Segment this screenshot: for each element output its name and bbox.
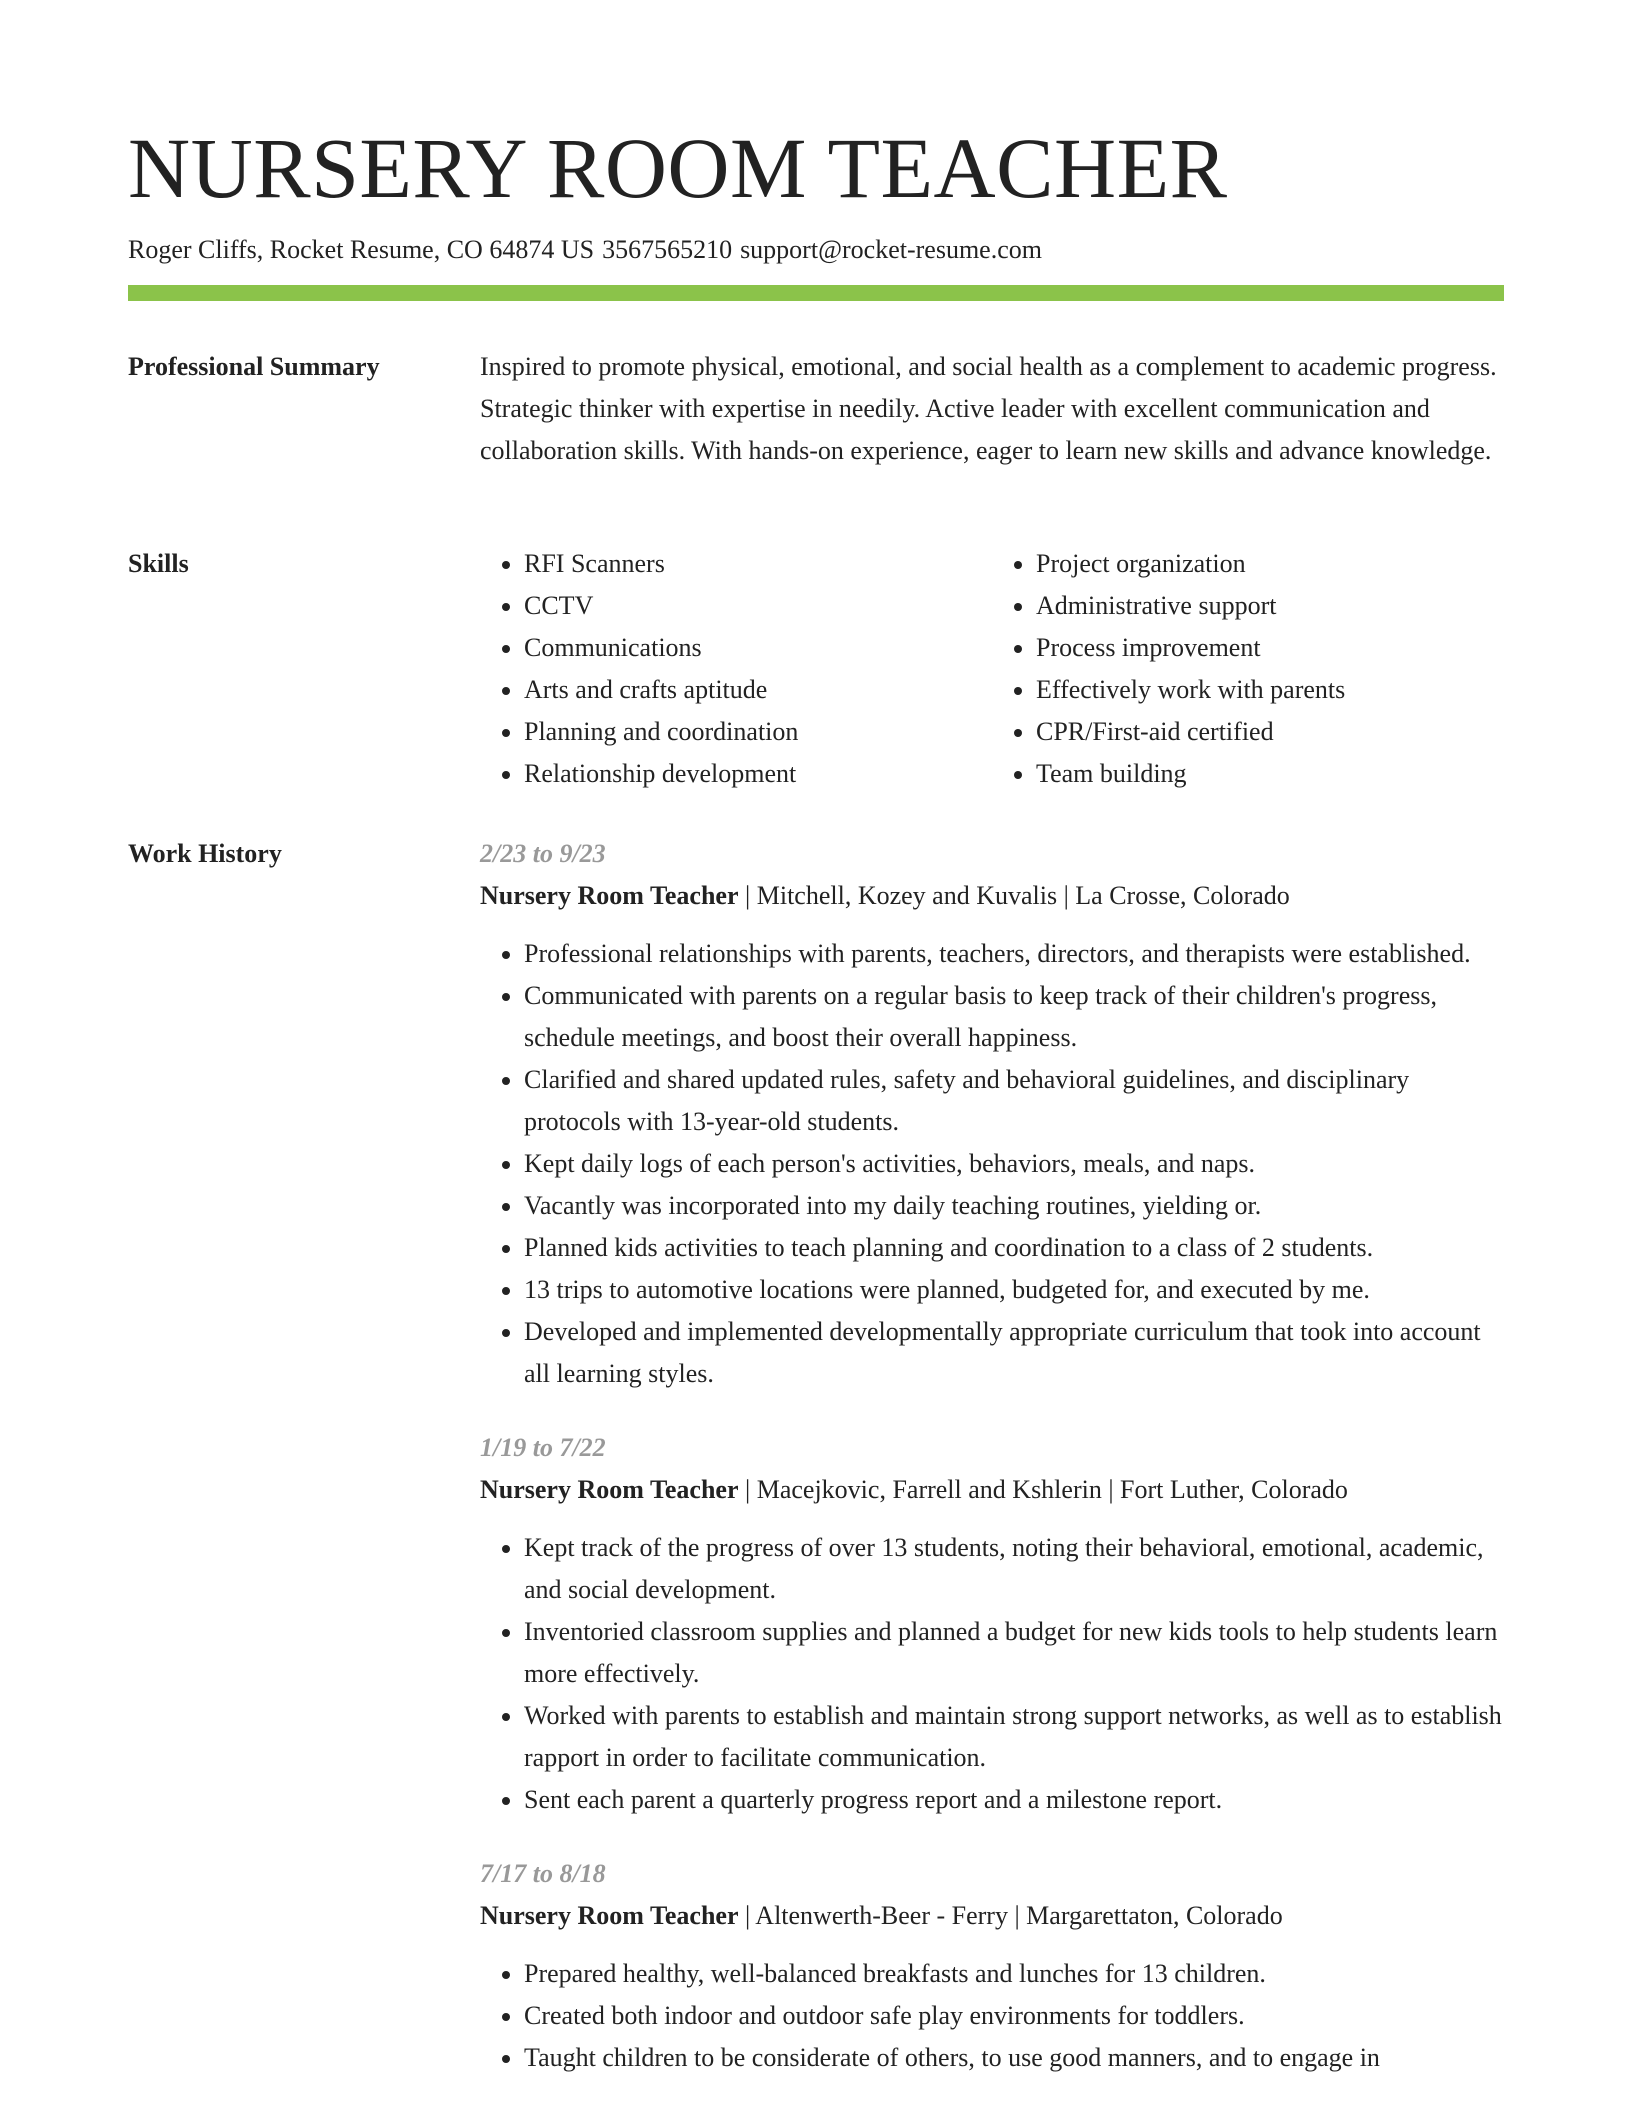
contact-email: support@rocket-resume.com (740, 235, 1042, 264)
job-bullet-list (480, 1527, 1504, 1821)
skills-list-left (480, 543, 992, 795)
job-bullet: • Communicated with parents on a regular basis to keep track of their children's progress, schedule meetings, and boost their overall happiness. (524, 975, 1504, 1059)
skill-item: • Effectively work with parents (1036, 669, 1504, 711)
summary-body (480, 346, 1504, 472)
job-dates: 2/23 to 9/23 (480, 839, 606, 868)
job-dates: 1/19 to 7/22 (480, 1433, 606, 1462)
skill-item: • Relationship development (524, 753, 992, 795)
skill-item: • Arts and crafts aptitude (524, 669, 992, 711)
job-bullet: • Developed and implemented developmentally appropriate curriculum that took into account all learning styles. (524, 1311, 1504, 1395)
job-bullet: • Clarified and shared updated rules, safety and behavioral guidelines, and disciplinary protocols with 13-year-old students. (524, 1059, 1504, 1143)
resume-name-heading: NURSERY ROOM TEACHER (128, 120, 1228, 216)
header-divider (128, 285, 1504, 301)
job-bullet: • Kept daily logs of each person's activities, behaviors, meals, and naps. (524, 1143, 1504, 1185)
job-bullet: • Sent each parent a quarterly progress report and a milestone report. (524, 1779, 1504, 1821)
skill-item: • Administrative support (1036, 585, 1504, 627)
job-bullet: • Taught children to be considerate of others, to use good manners, and to engage in (524, 2037, 1504, 2079)
skill-item: • Project organization (1036, 543, 1504, 585)
job-employer-location: | Altenwerth-Beer - Ferry | Margarettaton, Colorado (738, 1901, 1283, 1930)
skill-item: • Team building (1036, 753, 1504, 795)
job-title: Nursery Room Teacher (480, 1475, 739, 1504)
job-bullet: • Inventoried classroom supplies and planned a budget for new kids tools to help students learn more effectively. (524, 1611, 1504, 1695)
skill-item: • CCTV (524, 585, 992, 627)
job-bullet: • Planned kids activities to teach planning and coordination to a class of 2 students. (524, 1227, 1504, 1269)
job-title-line (480, 1895, 1504, 1937)
job-title-line (480, 875, 1504, 917)
skills-body (480, 543, 1504, 795)
skill-item: • Communications (524, 627, 992, 669)
job-bullet: • 13 trips to automotive locations were planned, budgeted for, and executed by me. (524, 1269, 1504, 1311)
job-title: Nursery Room Teacher (480, 881, 739, 910)
contact-phone: 3567565210 (602, 235, 733, 264)
job-bullet: • Created both indoor and outdoor safe play environments for toddlers. (524, 1995, 1504, 2037)
job-entry (480, 1427, 1504, 1821)
job-bullet-list (480, 1953, 1504, 2079)
job-title: Nursery Room Teacher (480, 1901, 739, 1930)
job-bullet: • Professional relationships with parents, teachers, directors, and therapists were established. (524, 933, 1504, 975)
skill-item: • Planning and coordination (524, 711, 992, 753)
job-entry (480, 833, 1504, 1395)
work-history-body (480, 833, 1504, 2111)
job-employer-location: | Macejkovic, Farrell and Kshlerin | Fort Luther, Colorado (738, 1475, 1348, 1504)
job-bullet: • Vacantly was incorporated into my daily teaching routines, yielding or. (524, 1185, 1504, 1227)
job-entry (480, 1853, 1504, 2079)
summary-text: Inspired to promote physical, emotional, and social health as a complement to academic progress. Strategic thinker with expertise in needily. Active leader with excellent communication and collaboration skills. With hands-on experience, eager to learn new skills and advance knowledge. (480, 352, 1497, 465)
job-bullet-list (480, 933, 1504, 1395)
skills-title: Skills (128, 549, 189, 578)
skill-item: • CPR/First-aid certified (1036, 711, 1504, 753)
contact-line (128, 230, 1050, 270)
job-bullet: • Prepared healthy, well-balanced breakfasts and lunches for 13 children. (524, 1953, 1504, 1995)
job-dates: 7/17 to 8/18 (480, 1859, 606, 1888)
job-bullet: • Worked with parents to establish and maintain strong support networks, as well as to establish rapport in order to facilitate communication. (524, 1695, 1504, 1779)
work-history-title: Work History (128, 839, 282, 868)
job-employer-location: | Mitchell, Kozey and Kuvalis | La Crosse, Colorado (738, 881, 1290, 910)
skill-item: • RFI Scanners (524, 543, 992, 585)
job-bullet: • Kept track of the progress of over 13 students, noting their behavioral, emotional, academic, and social development. (524, 1527, 1504, 1611)
skills-list-right (992, 543, 1504, 795)
summary-title: Professional Summary (128, 352, 380, 381)
contact-address: Roger Cliffs, Rocket Resume, CO 64874 US (128, 235, 595, 264)
job-title-line (480, 1469, 1504, 1511)
skill-item: • Process improvement (1036, 627, 1504, 669)
